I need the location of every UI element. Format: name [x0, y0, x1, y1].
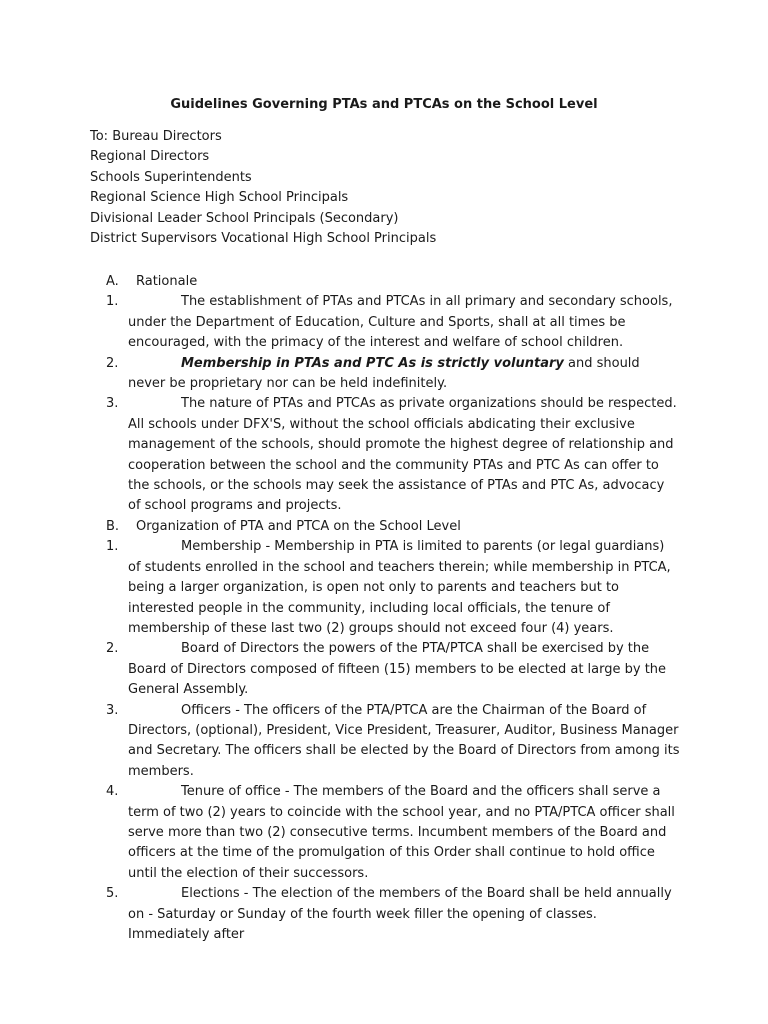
item-number: 3. — [106, 396, 119, 412]
section-title: Rationale — [136, 274, 198, 289]
emphasized-text: Membership in PTAs and PTC As is strictly voluntary — [181, 355, 564, 371]
text-run: Board of Directors the powers of the PTA/PTCA shall be exercised by the Board of Directors composed of fifteen (15) members to be elected at large by the General Assembly. — [128, 641, 667, 698]
recipient-line: District Supervisors Vocational High School Principals — [90, 231, 437, 247]
text-run: Elections - The election of the members of the Board shall be held annually on - Saturday or Sunday of the fourth week filler the opening of classes. Immediately after — [128, 886, 672, 942]
section-marker: B. — [106, 518, 120, 534]
numbered-item — [90, 537, 680, 639]
item-number: 1. — [106, 294, 119, 310]
text-run: Officers - The officers of the PTA/PTCA are the Chairman of the Board of Directors, (optional), President, Vice President, Treasurer, Auditor, Business Manager and Secretary. The officers shall be elected by the Board of Directors from among its members. — [128, 702, 680, 779]
numbered-item — [90, 394, 680, 516]
recipient-line: Regional Science High School Principals — [90, 190, 349, 206]
item-text — [128, 394, 680, 516]
item-text — [128, 292, 680, 353]
numbered-item — [90, 292, 680, 353]
item-text — [128, 701, 680, 783]
item-number: 4. — [106, 784, 119, 800]
text-run: (or legal guardians) of students enrolled in the school and teachers therein; while — [128, 539, 665, 575]
item-number: 1. — [106, 539, 119, 555]
text-run: Membership - Membership in — [181, 539, 375, 555]
section-marker: A. — [106, 274, 119, 289]
text-run: The establishment of PTAs and PTCAs in all primary and secondary schools, under the Department of Education, Culture and Sports, shall at all times be encouraged, with the primacy of the interest and welfare of school children. — [128, 294, 673, 351]
item-text — [128, 537, 680, 639]
item-number: 2. — [106, 641, 119, 657]
numbered-item — [90, 701, 680, 783]
emphasized-text: PTA is limited to parents — [374, 539, 533, 555]
text-run: Tenure of office - The members of the Board and the officers shall serve a term of two (2) years to coincide with the school year, and no PTA/PTCA officer shall serve more than two (2) consecutive terms. Incumbent members of the Board and officers at the time of the promulgation of this Order shall continue to hold office until the election of their successors. — [128, 784, 675, 881]
text-run: and should never be proprietary nor can be held indefinitely. — [128, 355, 640, 392]
item-text — [128, 354, 680, 395]
numbered-item — [90, 884, 680, 945]
document-title: Guidelines Governing PTAs and PTCAs on the School Level — [170, 97, 598, 112]
item-number: 2. — [106, 355, 119, 371]
emphasized-text: membership in PTCA, being a larger organization, is open not only to parents and teachers but to interested people in the community, including local officials, the tenure of membership of these last two (2) groups should not exceed four (4) years. — [128, 559, 671, 636]
item-number: 5. — [106, 886, 119, 902]
numbered-item — [90, 782, 680, 884]
recipient-line: Divisional Leader School Principals (Secondary) — [90, 210, 399, 226]
recipient-list — [90, 127, 690, 249]
recipient-line: Regional Directors — [90, 149, 210, 165]
recipient-line: To: Bureau Directors — [90, 129, 222, 144]
item-text — [128, 884, 680, 945]
item-text — [128, 782, 680, 884]
item-number: 3. — [106, 702, 119, 718]
item-text — [128, 639, 680, 700]
numbered-item — [90, 639, 680, 700]
numbered-item — [90, 354, 680, 395]
section-title: Organization of PTA and PTCA on the School Level — [136, 518, 461, 534]
document-body — [90, 272, 680, 945]
section-heading — [90, 272, 680, 292]
recipient-line: Schools Superintendents — [90, 169, 252, 185]
section-heading — [90, 517, 680, 537]
text-run: The nature of PTAs and PTCAs as private organizations should be respected. All schools under DFX'S, without the school officials abdicating their exclusive management of the schools, should promote the highest degree of relationship and cooperation between the school and the community PTAs and PTC As can offer to the schools, or the schools may seek the assistance of PTAs and PTC As, advocacy of school programs and projects. — [128, 396, 677, 514]
